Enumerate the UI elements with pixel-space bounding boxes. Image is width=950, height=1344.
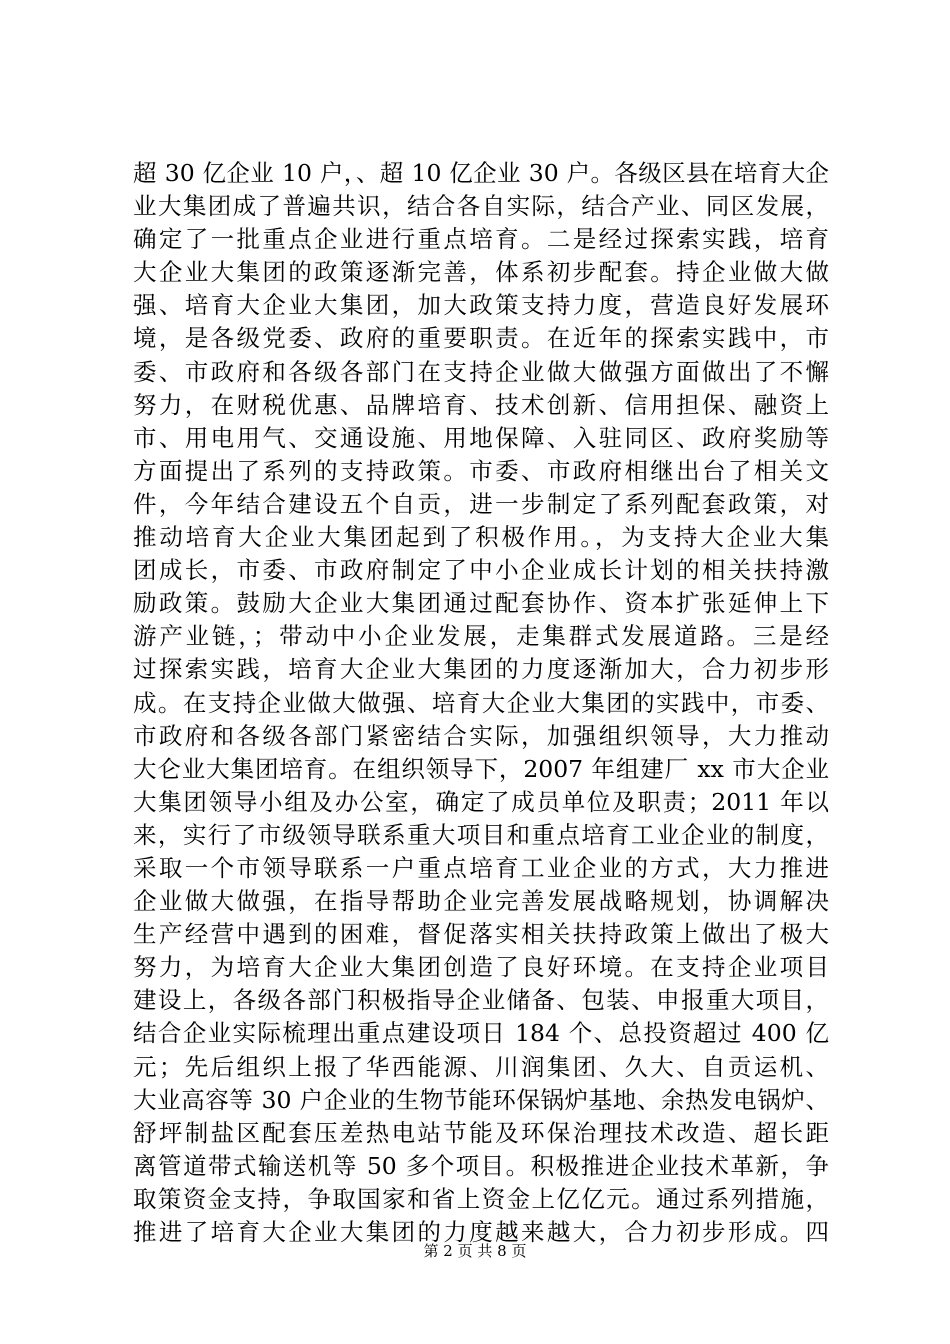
text-line: 元；先后组织上报了华西能源、川润集团、久大、自贡运机、: [133, 1052, 829, 1081]
text-line: 过探索实践，培育大企业大集团的力度逐渐加大，合力初步形: [133, 655, 829, 684]
page-number: 第 2 页 共 8 页: [423, 1242, 527, 1260]
text-line: 团成长，市委、市政府制定了中小企业成长计划的相关扶持激: [133, 556, 829, 585]
text-line: 建设上，各级各部门积极指导企业储备、包装、申报重大项目，: [133, 986, 829, 1015]
text-line: 离管道带式输送机等 50 多个项目。积极推进企业技术革新，争: [133, 1151, 829, 1180]
text-line: 业大集团成了普遍共识，结合各自实际，结合产业、同区发展，: [133, 192, 829, 221]
text-line: 市政府和各级各部门紧密结合实际，加强组织领导，大力推动: [133, 721, 829, 750]
text-line: 励政策。鼓励大企业大集团通过配套协作、资本扩张延伸上下: [133, 589, 829, 618]
text-line: 采取一个市领导联系一户重点培育工业企业的方式，大力推进: [133, 853, 829, 882]
text-line: 取策资金支持，争取国家和省上资金上亿亿元。通过系列措施，: [133, 1184, 829, 1213]
text-line: 大集团领导小组及办公室，确定了成员单位及职责；2011 年以: [133, 787, 829, 816]
text-line: 结合企业实际梳理出重点建设项日 184 个、总投资超过 400 亿: [133, 1019, 829, 1048]
text-line: 强、培育大企业大集团，加大政策支持力度，营造良好发展环: [133, 291, 829, 320]
text-line: 生产经营中遇到的困难，督促落实相关扶持政策上做出了极大: [133, 920, 829, 949]
text-line: 委、市政府和各级各部门在支持企业做大做强方面做出了不懈: [133, 357, 829, 386]
text-line: 件，今年结合建设五个自贡，进一步制定了系列配套政策，对: [133, 489, 829, 518]
text-line: 游产业链，；带动中小企业发展，走集群式发展道路。三是经: [133, 622, 829, 651]
text-line: 方面提出了系列的支持政策。市委、市政府相继出台了相关文: [133, 456, 829, 485]
text-line: 努力，在财税优惠、品牌培育、技术创新、信用担保、融资上: [133, 390, 829, 419]
text-line: 大企业大集团的政策逐渐完善，体系初步配套。持企业做大做: [133, 258, 829, 287]
text-line: 企业做大做强，在指导帮助企业完善发展战略规划，协调解决: [133, 887, 829, 916]
text-line: 成。在支持企业做大做强、培育大企业大集团的实践中，市委、: [133, 688, 829, 717]
text-line: 大仑业大集团培育。在组织领导下，2007 年组建厂 xx 市大企业: [133, 754, 829, 783]
text-line: 确定了一批重点企业进行重点培育。二是经过探索实践，培育: [133, 225, 829, 254]
text-line: 来，实行了市级领导联系重大项目和重点培育工业企业的制度，: [133, 820, 829, 849]
text-line: 推进了培育大企业大集团的力度越来越大，合力初步形成。四: [133, 1218, 829, 1246]
body-paragraph: [133, 157, 829, 1249]
text-line: 市、用电用气、交通设施、用地保障、入驻同区、政府奖励等: [133, 423, 829, 452]
text-line: 超 30 亿企业 10 户，、超 10 亿企业 30 户。各级区县在培育大企: [133, 159, 829, 187]
text-line: 境，是各级党委、政府的重要职责。在近年的探索实践中，市: [133, 324, 829, 353]
page-footer: [0, 1241, 950, 1261]
text-line: 推动培育大企业大集团起到了积极作用。，为支持大企业大集: [133, 523, 829, 552]
text-line: 大业高容等 30 户企业的生物节能环保锅炉基地、余热发电锅炉、: [133, 1085, 829, 1114]
text-line: 努力，为培育大企业大集团创造了良好环境。在支持企业项目: [133, 953, 829, 982]
text-line: 舒坪制盐区配套压差热电站节能及环保治理技术改造、超长距: [133, 1118, 829, 1147]
